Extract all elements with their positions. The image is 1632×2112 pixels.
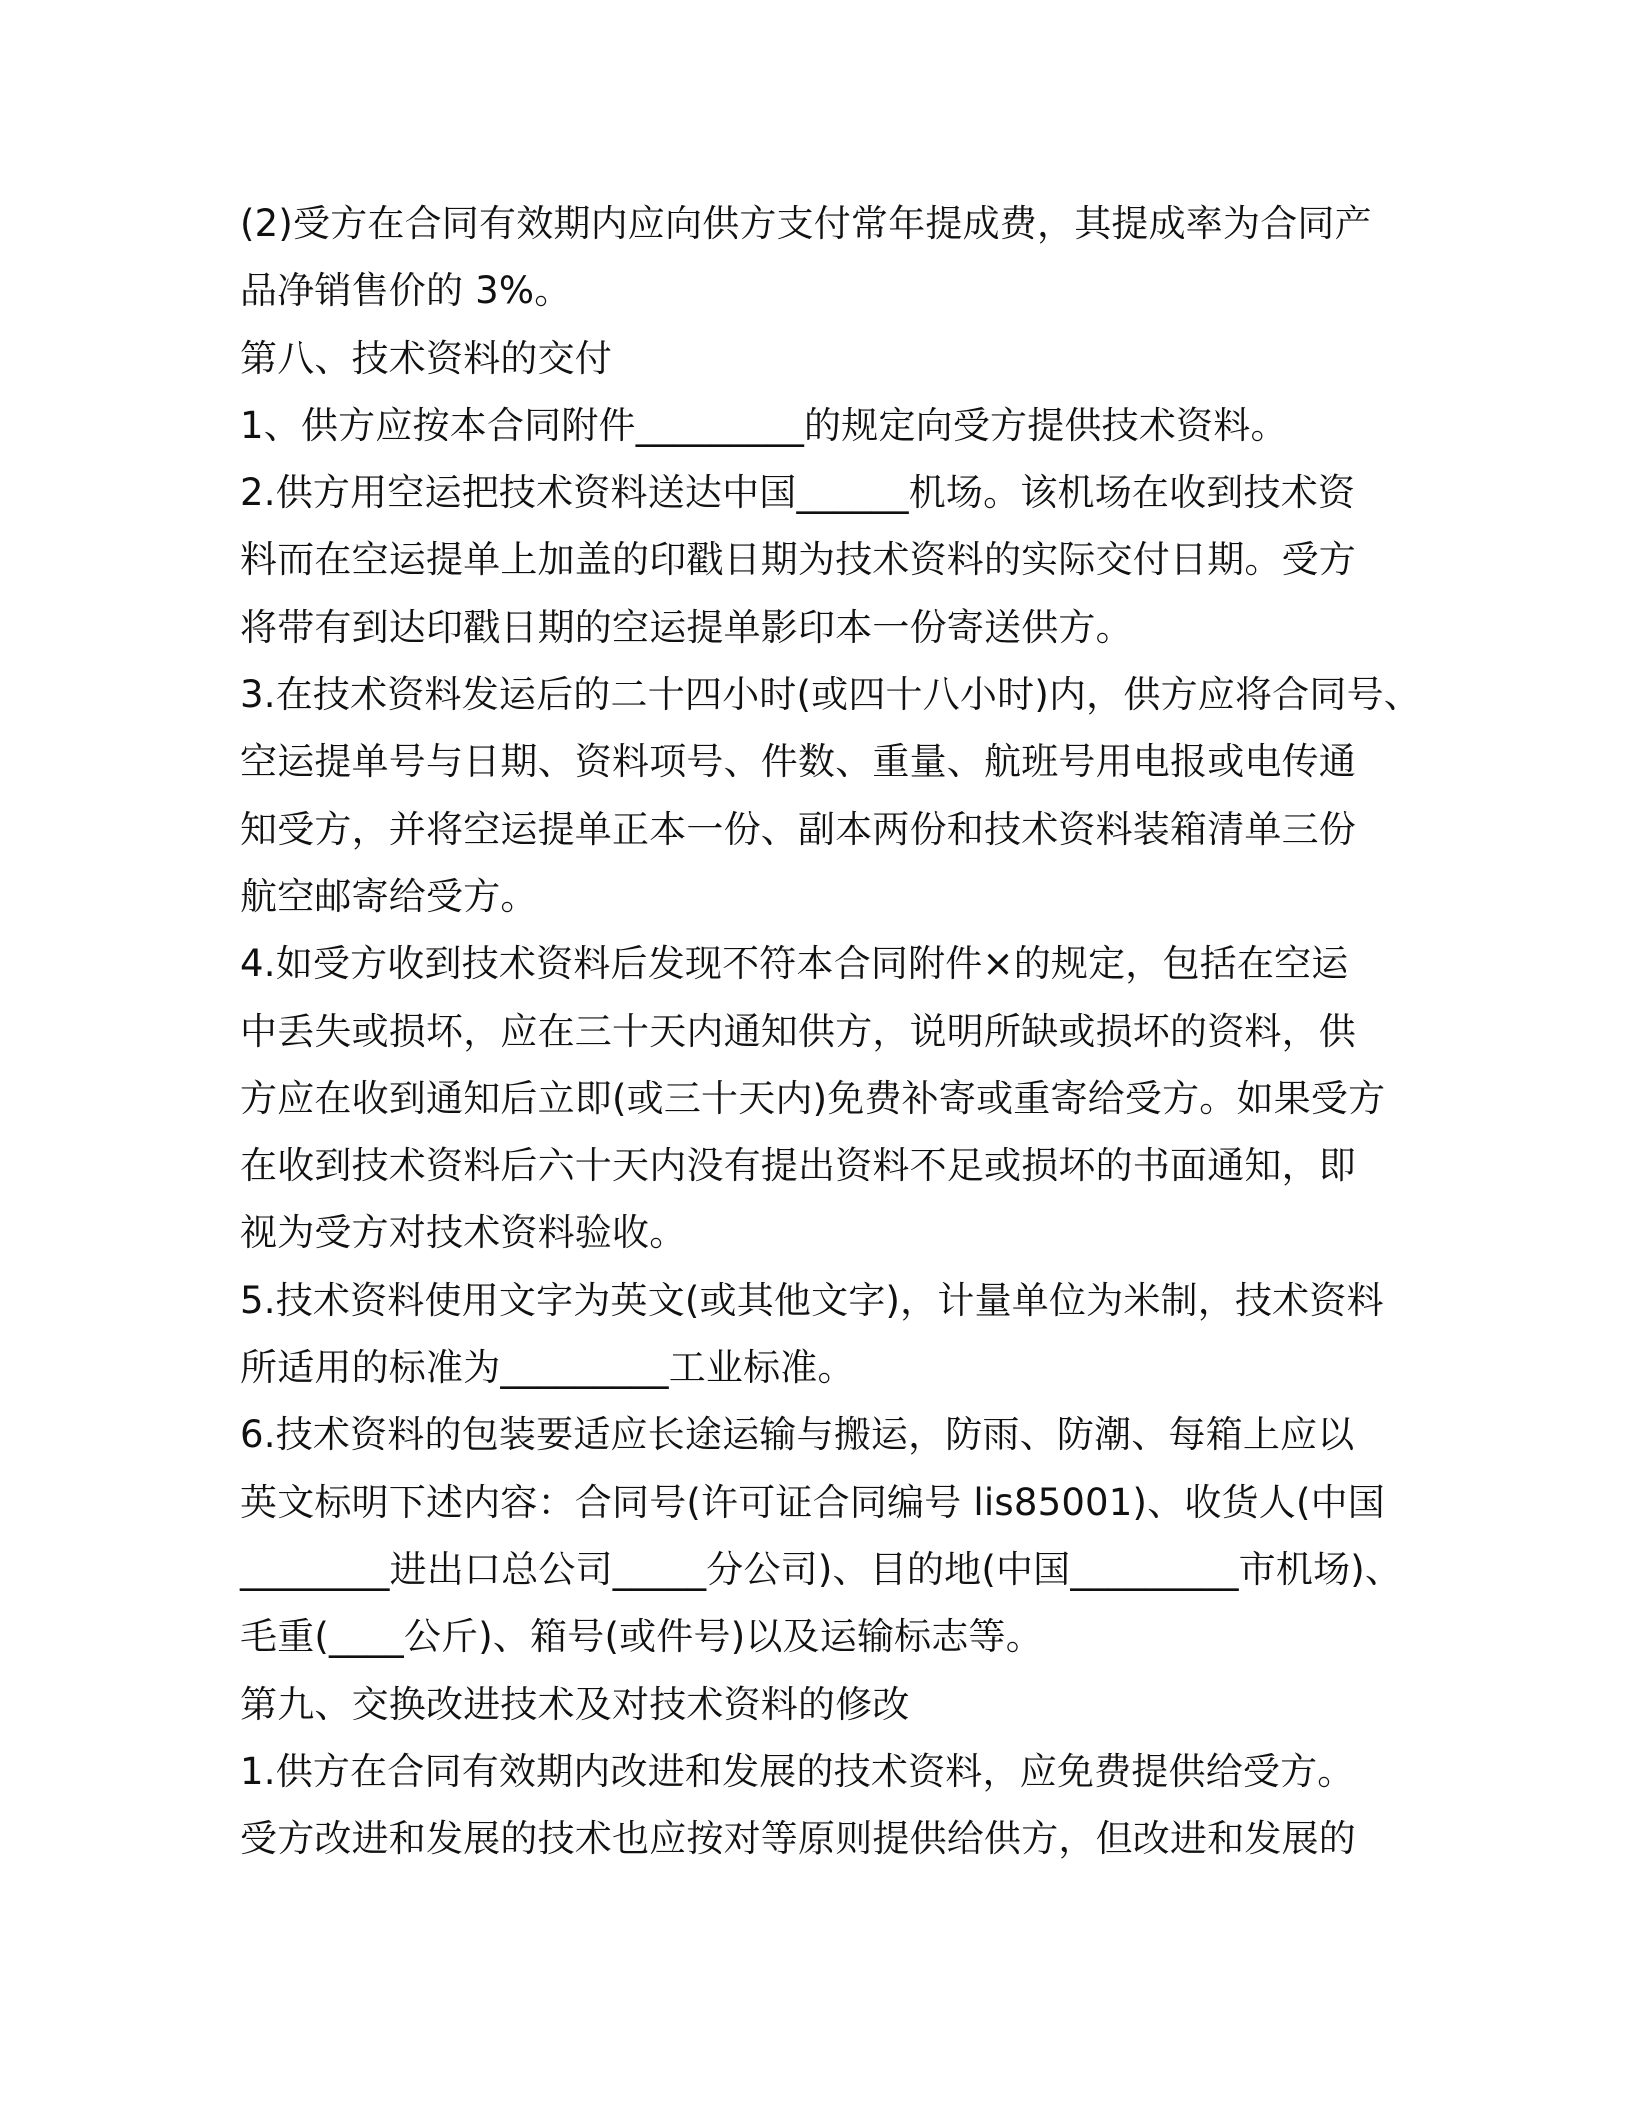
text-line: ________进出口总公司_____分公司)、目的地(中国_________市机场)、 xyxy=(240,1547,1403,1591)
text-line: 1.供方在合同有效期内改进和发展的技术资料，应免费提供给受方。 xyxy=(240,1749,1355,1793)
text-line: 方应在收到通知后立即(或三十天内)免费补寄或重寄给受方。如果受方 xyxy=(240,1076,1386,1120)
text-line: 受方改进和发展的技术也应按对等原则提供给供方，但改进和发展的 xyxy=(240,1817,1356,1861)
text-line: 1、供方应按本合同附件_________的规定向受方提供技术资料。 xyxy=(240,403,1288,447)
text-line: 2.供方用空运把技术资料送达中国______机场。该机场在收到技术资 xyxy=(240,471,1356,515)
text-line: (2)受方在合同有效期内应向供方支付常年提成费，其提成率为合同产 xyxy=(240,202,1372,245)
text-line: 毛重(____公斤)、箱号(或件号)以及运输标志等。 xyxy=(240,1615,1043,1659)
text-line: 视为受方对技术资料验收。 xyxy=(240,1211,687,1255)
text-line: 在收到技术资料后六十天内没有提出资料不足或损坏的书面通知，即 xyxy=(240,1144,1356,1188)
text-line: 5.技术资料使用文字为英文(或其他文字)，计量单位为米制，技术资料 xyxy=(240,1278,1384,1322)
text-line: 将带有到达印戳日期的空运提单影印本一份寄送供方。 xyxy=(240,605,1133,649)
text-line: 品净销售价的 3%。 xyxy=(240,269,572,313)
text-line: 4.如受方收到技术资料后发现不符本合同附件×的规定，包括在空运 xyxy=(240,942,1349,986)
text-line: 中丢失或损坏，应在三十天内通知供方，说明所缺或损坏的资料，供 xyxy=(240,1009,1356,1053)
text-line: 所适用的标准为_________工业标准。 xyxy=(240,1346,855,1390)
section-heading: 第八、技术资料的交付 xyxy=(240,336,612,380)
section-heading: 第九、交换改进技术及对技术资料的修改 xyxy=(240,1682,910,1726)
text-line: 料而在空运提单上加盖的印戳日期为技术资料的实际交付日期。受方 xyxy=(240,538,1356,582)
text-line: 6.技术资料的包装要适应长途运输与搬运，防雨、防潮、每箱上应以 xyxy=(240,1413,1355,1457)
text-line: 知受方，并将空运提单正本一份、副本两份和技术资料装箱清单三份 xyxy=(240,807,1356,851)
document-body xyxy=(240,190,1421,1872)
text-line: 空运提单号与日期、资料项号、件数、重量、航班号用电报或电传通 xyxy=(240,740,1356,784)
text-line: 航空邮寄给受方。 xyxy=(240,874,538,918)
text-line: 英文标明下述内容：合同号(许可证合同编号 lis85001)、收货人(中国 xyxy=(240,1480,1386,1524)
text-line: 3.在技术资料发运后的二十四小时(或四十八小时)内，供方应将合同号、 xyxy=(240,673,1421,717)
